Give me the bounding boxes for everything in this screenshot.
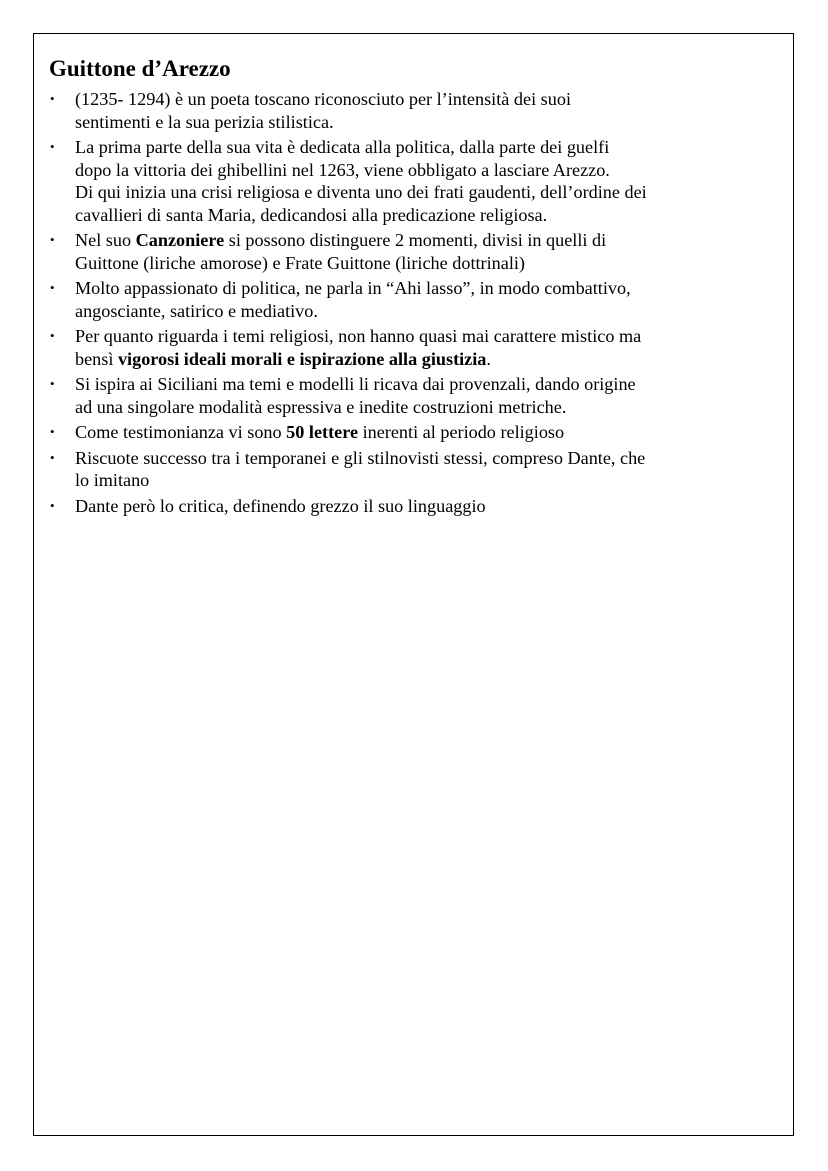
text-line [75, 495, 789, 518]
text-line [75, 181, 789, 204]
bullet-icon: • [50, 139, 55, 154]
bullet-icon: • [50, 232, 55, 247]
text-line [75, 88, 789, 111]
text-line [75, 204, 789, 227]
list-item [49, 325, 789, 370]
text-segment: Guittone (liriche amorose) e Frate Guittone (liriche dottrinali) [75, 252, 525, 273]
text-line [75, 325, 789, 348]
list-item [49, 447, 789, 492]
text-line [75, 469, 789, 492]
list-item [49, 373, 789, 418]
text-segment: . [486, 348, 491, 369]
text-line [75, 159, 789, 182]
text-line [75, 373, 789, 396]
bold-text: Canzoniere [135, 230, 225, 250]
text-segment: ad una singolare modalità espressiva e inedite costruzioni metriche. [75, 396, 567, 417]
text-segment: lo imitano [75, 470, 150, 490]
text-line [75, 348, 789, 371]
list-item [49, 88, 789, 133]
text-segment: Di qui inizia una crisi religiosa e diventa uno dei frati gaudenti, dell’ordine dei [75, 182, 647, 202]
list-item [49, 277, 789, 322]
bullet-icon: • [50, 280, 55, 295]
text-line [75, 229, 789, 252]
text-line [75, 252, 789, 275]
document-body [49, 55, 789, 520]
text-segment: (1235- 1294) è un poeta toscano riconosciuto per l’intensità dei suoi [75, 89, 571, 109]
text-segment: Nel suo [75, 230, 136, 250]
text-line [75, 396, 789, 419]
text-segment: angosciante, satirico e mediativo. [75, 300, 318, 321]
text-segment: cavallieri di santa Maria, dedicandosi alla predicazione religiosa. [75, 204, 548, 225]
text-segment: Come testimonianza vi sono [75, 422, 287, 442]
bullet-icon: • [50, 497, 55, 513]
list-item [49, 421, 789, 444]
text-segment: si possono distinguere 2 momenti, divisi in quelli di [224, 230, 607, 250]
bullet-icon: • [50, 328, 55, 343]
bold-text: 50 lettere [286, 422, 359, 442]
text-line [75, 447, 789, 470]
text-line [75, 421, 789, 444]
text-segment: Per quanto riguarda i temi religiosi, non hanno quasi mai carattere mistico ma [75, 326, 642, 346]
text-segment: Dante però lo critica, definendo grezzo il suo linguaggio [75, 495, 486, 516]
page-title: Guittone d’Arezzo [49, 56, 231, 81]
text-line [75, 277, 789, 300]
list-item [49, 136, 789, 226]
bold-text: vigorosi ideali morali e ispirazione alla giustizia [117, 348, 487, 369]
text-segment: Si ispira ai Siciliani ma temi e modelli li ricava dai provenzali, dando origine [75, 374, 636, 394]
bullet-icon: • [50, 449, 55, 465]
text-segment: bensì [75, 348, 118, 369]
text-segment: sentimenti e la sua perizia stilistica. [75, 111, 334, 132]
text-line [75, 111, 789, 134]
text-segment: dopo la vittoria dei ghibellini nel 1263, viene obbligato a lasciare Arezzo. [75, 159, 610, 180]
bullet-icon: • [50, 424, 55, 439]
text-line [75, 136, 789, 159]
text-segment: Riscuote successo tra i temporanei e gli stilnovisti stessi, compreso Dante, che [75, 447, 646, 468]
text-segment: inerenti al periodo religioso [358, 422, 565, 442]
bullet-list [49, 88, 789, 517]
text-segment: La prima parte della sua vita è dedicata alla politica, dalla parte dei guelfi [75, 137, 610, 157]
list-item [49, 229, 789, 274]
bullet-icon: • [50, 376, 55, 391]
bullet-icon: • [50, 91, 55, 106]
text-segment: Molto appassionato di politica, ne parla in “Ahi lasso”, in modo combattivo, [75, 278, 631, 298]
list-item [49, 495, 789, 518]
text-line [75, 300, 789, 323]
